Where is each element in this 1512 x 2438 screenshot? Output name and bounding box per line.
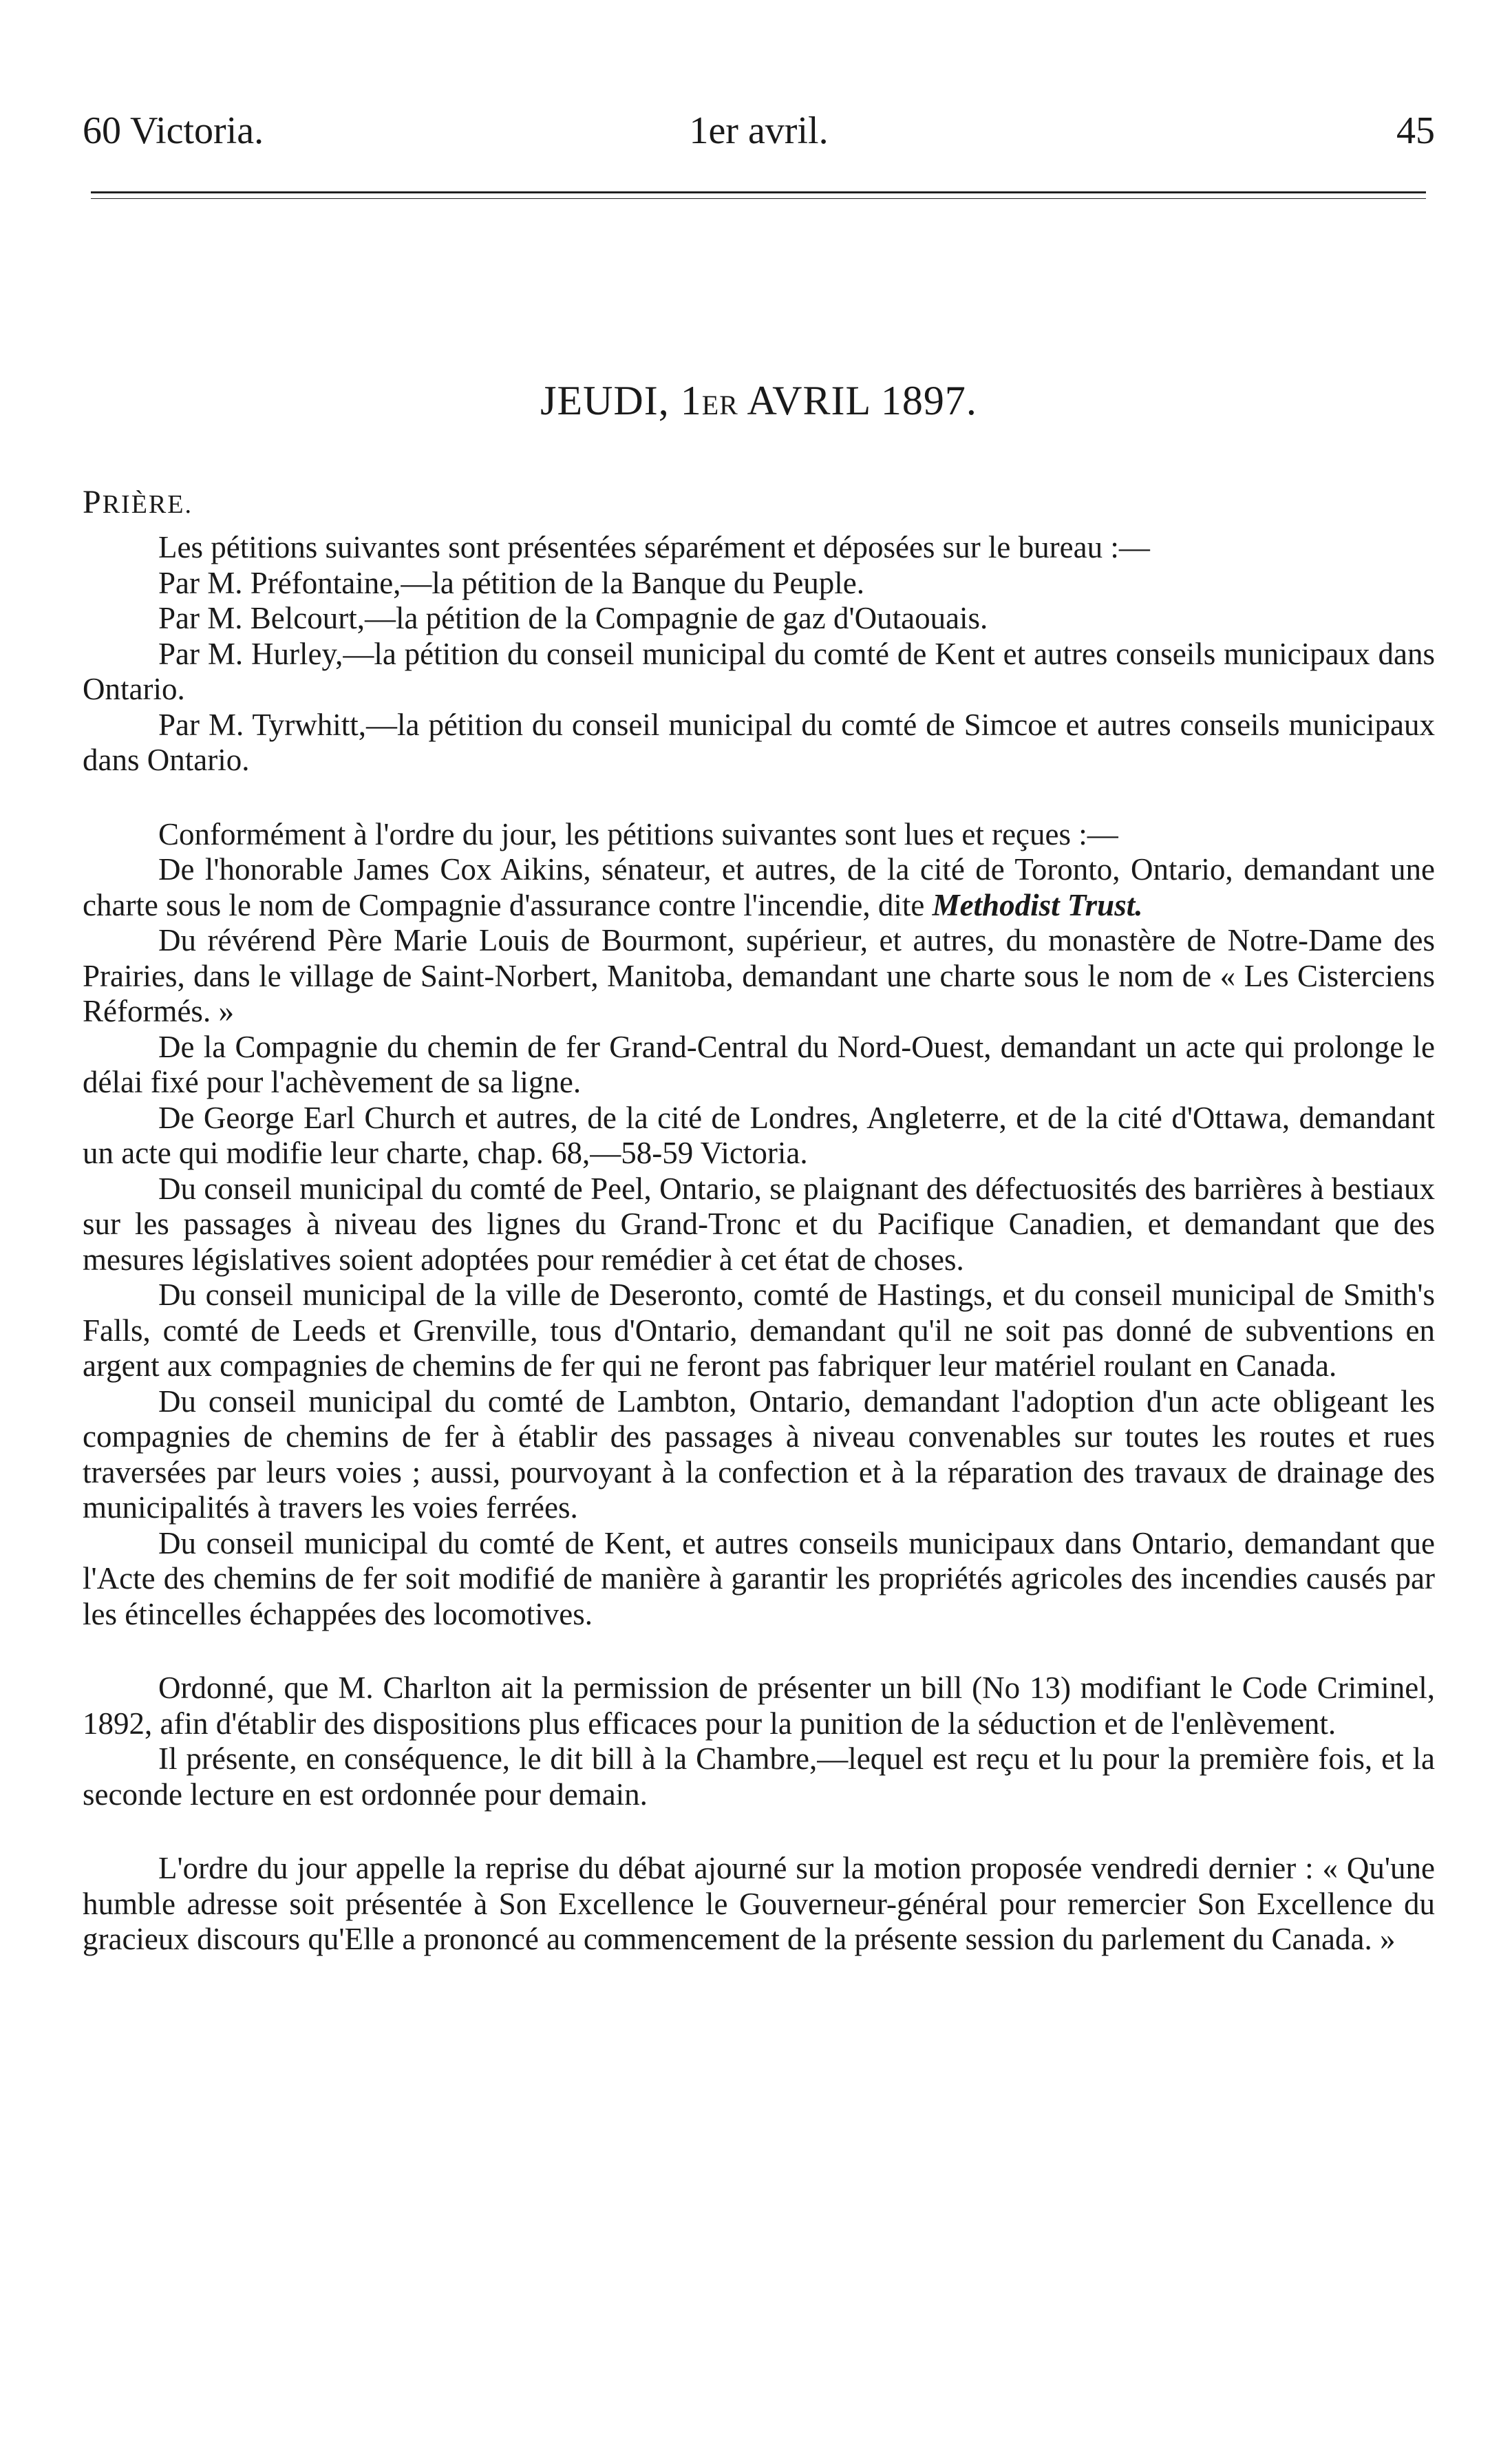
paragraph: Conformément à l'ordre du jour, les pétitions suivantes sont lues et reçues :— <box>158 816 1118 851</box>
paragraph: De George Earl Church et autres, de la cité de Londres, Angleterre, et de la cité d'Ottawa, demandant un acte qui modifie leur charte, chap. 68,—58-59 Victoria. <box>83 1100 1435 1170</box>
paragraph: De la Compagnie du chemin de fer Grand-Central du Nord-Ouest, demandant un acte qui prolonge le délai fixé pour l'achèvement de sa ligne. <box>83 1029 1435 1099</box>
paragraph: Du révérend Père Marie Louis de Bourmont, supérieur, et autres, du monastère de Notre-Dame des Prairies, dans le village de Saint-Norbert, Manitoba, demandant une charte sous le nom de « Les Cisterciens Réformés. » <box>83 923 1435 1028</box>
paragraph: Du conseil municipal du comté de Lambton, Ontario, demandant l'adoption d'un acte obligeant les compagnies de chemins de fer à établir des passages à niveau convenables sur toutes les routes et rues traversées par leurs voies ; aussi, pourvoyant à la confection et à la réparation des travaux de drainage des municipalités à travers les voies ferrées. <box>83 1384 1435 1525</box>
paragraph: L'ordre du jour appelle la reprise du débat ajourné sur la motion proposée vendredi dernier : « Qu'une humble adresse soit présentée à Son Excellence le Gouverneur-général pour remercier Son Excellence du gracieux discours qu'Elle a prononcé au commencement de la présente session du parlement du Canada. » <box>83 1851 1435 1956</box>
paragraph: Il présente, en conséquence, le dit bill à la Chambre,—lequel est reçu et lu pour la première fois, et la seconde lecture en est ordonnée pour demain. <box>83 1741 1435 1812</box>
paragraph-italic: Methodist Trust. <box>932 887 1143 922</box>
paragraph: Du conseil municipal de la ville de Deseronto, comté de Hastings, et du conseil municipal de Smith's Falls, comté de Leeds et Grenville, tous d'Ontario, demandant qu'il ne soit pas donné de subventions en argent aux compagnies de chemins de fer qui ne feront pas fabriquer leur matériel roulant en Canada. <box>83 1278 1435 1383</box>
header-date: 1er avril. <box>689 109 829 152</box>
paragraph: Par M. Belcourt,—la pétition de la Compagnie de gaz d'Outaouais. <box>158 601 988 635</box>
date-heading-main: JEUDI, 1 <box>540 378 702 423</box>
paragraph: Par M. Préfontaine,—la pétition de la Banque du Peuple. <box>158 565 865 600</box>
document-page <box>83 0 1435 2438</box>
date-heading <box>83 377 1435 425</box>
paragraph: Ordonné, que M. Charlton ait la permission de présenter un bill (No 13) modifiant le Code Criminel, 1892, afin d'établir des dispositions plus efficaces pour la punition de la séduction et de l'enlèvement. <box>83 1671 1435 1741</box>
paragraph-text: De l'honorable James Cox Aikins, sénateur, et autres, de la cité de Toronto, Ontario, demandant une charte sous le nom de Compagnie d'assurance contre l'incendie, dite <box>83 852 1435 922</box>
header-session: 60 Victoria. <box>83 109 264 152</box>
document-body <box>83 530 1435 1958</box>
paragraph: Par M. Hurley,—la pétition du conseil municipal du comté de Kent et autres conseils municipaux dans Ontario. <box>83 636 1435 706</box>
spacer <box>83 778 1435 817</box>
section-label-cap: P <box>83 484 103 520</box>
date-heading-superscript: ER <box>701 390 738 421</box>
section-label-priere <box>83 483 193 521</box>
spacer <box>83 1812 1435 1851</box>
page-number: 45 <box>1396 109 1435 152</box>
paragraph: Du conseil municipal du comté de Kent, et autres conseils municipaux dans Ontario, demandant que l'Acte des chemins de fer soit modifié de manière à garantir les propriétés agricoles des incendies causés par les étincelles échappées des locomotives. <box>83 1525 1435 1631</box>
running-header <box>83 103 1435 158</box>
header-rule <box>91 191 1426 193</box>
paragraph: Les pétitions suivantes sont présentées séparément et déposées sur le bureau :— <box>158 530 1150 564</box>
section-label-rest: RIÈRE. <box>102 490 193 519</box>
header-rule-thin <box>91 198 1426 199</box>
paragraph: Du conseil municipal du comté de Peel, Ontario, se plaignant des défectuosités des barrières à bestiaux sur les passages à niveau des lignes du Grand-Tronc et du Pacifique Canadien, et demandant que des mesures législatives soient adoptées pour remédier à cet état de choses. <box>83 1171 1435 1277</box>
paragraph <box>83 852 1435 923</box>
paragraph: Par M. Tyrwhitt,—la pétition du conseil municipal du comté de Simcoe et autres conseils municipaux dans Ontario. <box>83 707 1435 777</box>
date-heading-rest: AVRIL 1897. <box>738 378 977 423</box>
spacer <box>83 1632 1435 1671</box>
